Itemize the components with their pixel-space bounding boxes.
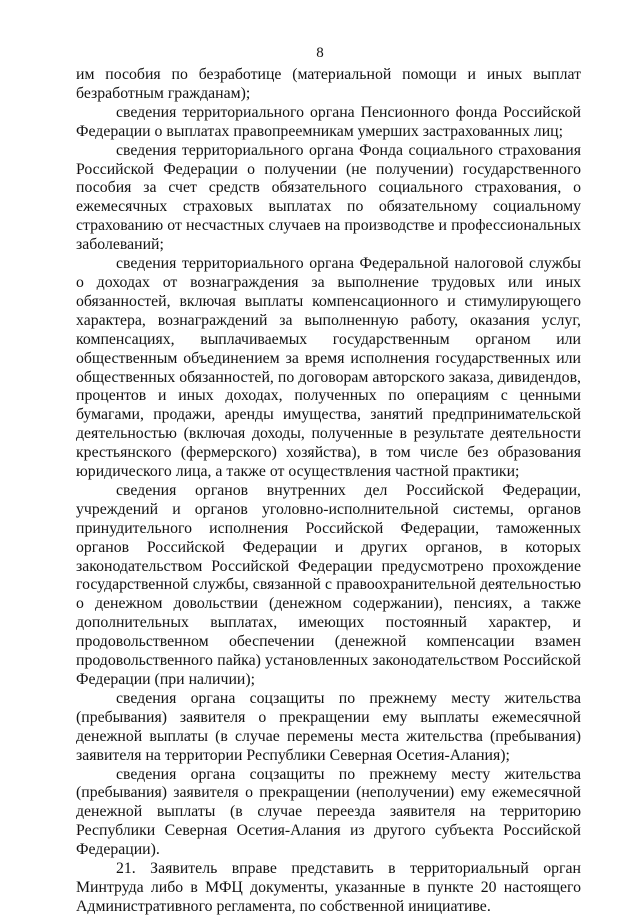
paragraph: сведения органа соцзащиты по прежнему месту жительства (пребывания) заявителя о прекращении (неполучении) ему ежемесячной денежной выплаты (в случае переезда заявителя на территорию Республики Северная Осетия-Алания из другого субъекта Российской Федерации). — [76, 765, 581, 859]
paragraph: сведения территориального органа Фонда социального страхования Российской Федерации о получении (не получении) государственного пособия за счет средств обязательного социального страхования, о ежемесячных страховых выплатах по обязательному социальному страхованию от несчастных случаев на производстве и профессиональных заболеваний; — [76, 141, 581, 254]
paragraph: сведения территориального органа Пенсионного фонда Российской Федерации о выплатах правопреемникам умерших застрахованных лиц; — [76, 103, 581, 140]
paragraph: сведения территориального органа Федеральной налоговой службы о доходах от вознаграждения за выполнение трудовых или иных обязанностей, включая выплаты компенсационного и стимулирующего характера, вознаграждений за выполненную работу, оказания услуг, компенсациях, выплачиваемых государственным органом или общественным объединением за время исполнения государственных или общественных обязанностей, по договорам авторского заказа, дивидендов, процентов и иных доходах, полученных по операциям с ценными бумагами, продажи, аренды имущества, занятий предпринимательской деятельностью (включая доходы, полученные в результате деятельности крестьянского (фермерского) хозяйства), в том числе без образования юридического лица, а также от осуществления частной практики; — [76, 255, 581, 481]
paragraph: сведения органа соцзащиты по прежнему месту жительства (пребывания) заявителя о прекращении ему выплаты ежемесячной денежной выплаты (в случае перемены места жительства (пребывания) заявителя на территории Республики Северная Осетия-Алания); — [76, 689, 581, 764]
document-body — [76, 66, 581, 917]
paragraph: сведения органов внутренних дел Российской Федерации, учреждений и органов уголовно-исполнительной системы, органов принудительного исполнения Российской Федерации, таможенных органов Российской Федерации и других органов, в которых законодательством Российской Федерации предусмотрено прохождение государственной службы, связанной с правоохранительной деятельностью о денежном довольствии (денежном содержании), пенсиях, а также дополнительных выплатах, имеющих постоянный характер, и продовольственном обеспечении (денежной компенсации взамен продовольственного пайка) установленных законодательством Российской Федерации (при наличии); — [76, 481, 581, 688]
page-number: 8 — [316, 45, 324, 61]
paragraph: 21. Заявитель вправе представить в территориальный орган Минтруда либо в МФЦ документы, указанные в пункте 20 настоящего Административного регламента, по собственной инициативе. — [76, 860, 581, 915]
paragraph: им пособия по безработице (материальной помощи и иных выплат безработным гражданам); — [76, 66, 581, 102]
